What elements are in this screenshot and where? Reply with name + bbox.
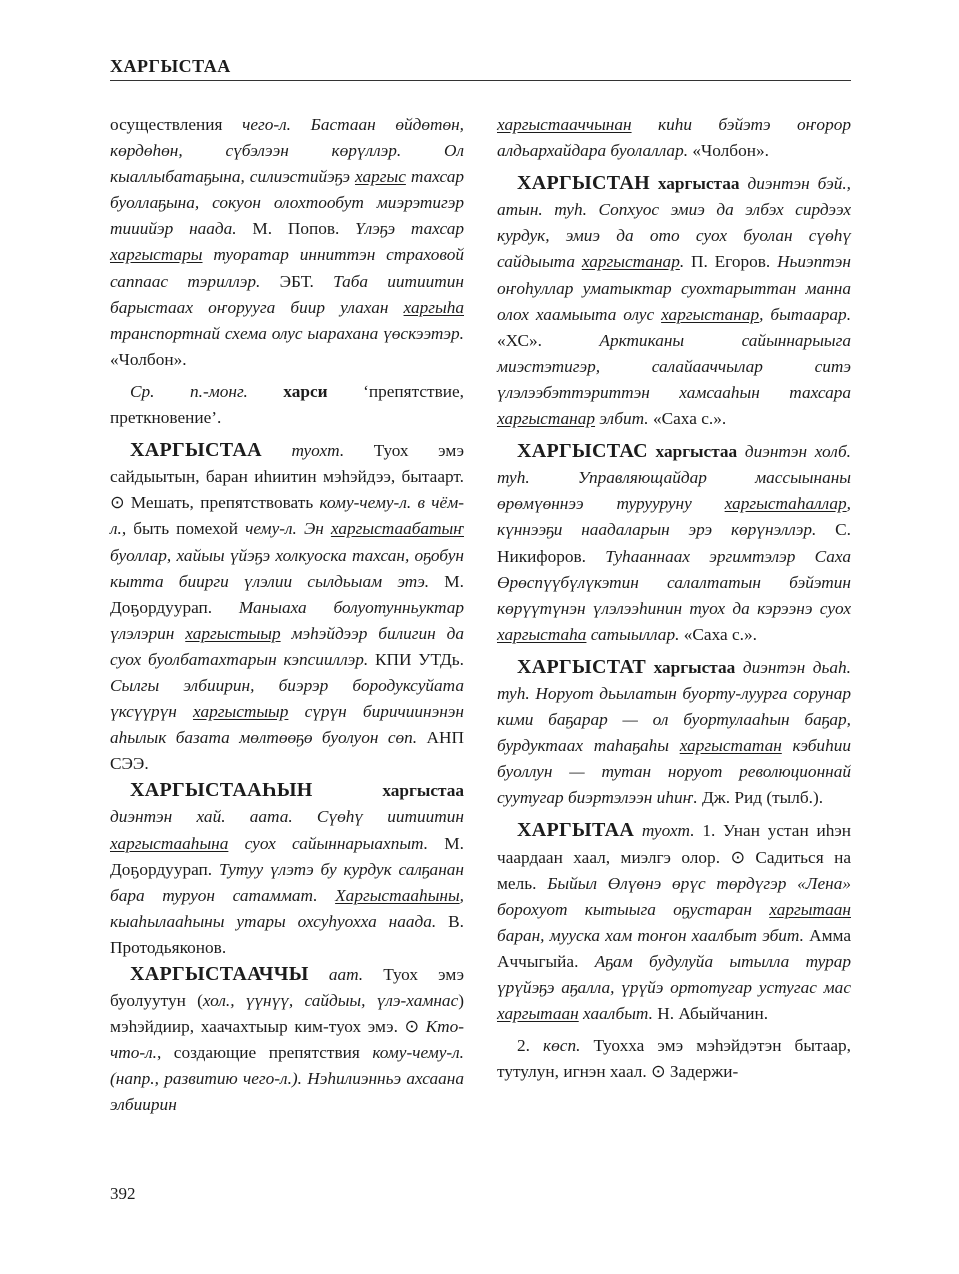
example-keyword: харгыстаабатыҥ [330,519,464,539]
example-keyword: харгыстатан [679,736,782,756]
text-run: Туох эмэ сайдыытын, баран иһиитин мэһэйдээ, бытаарт. ⊙ Мешать, препятствовать [110,441,464,513]
running-header: ХАРГЫСТАА [110,56,231,76]
italic-text: Маныаха болуотунньуктар үлэлэрин [110,597,464,643]
italic-text: Арктиканы сайыннарыыга миэстэтигэр, салайааччылар ситэ үлэлээбэттэриттэн хамсааһын тахсара [497,330,851,402]
example-keyword: харгыстыыр [193,702,289,722]
italic-text: хол., үүнүү, сайдыы, үлэ-хамнас [202,991,459,1011]
text-run: , быть помехой [121,519,246,539]
headword: ХАРГЫСТАА [130,439,262,462]
entry-hargystat [497,654,851,812]
italic-text: чего-л. Бастаан өйдөтөн, көрдөһөн, сүбэлээн көрүллэр. Ол кыаллыбатаҕына, силиэстийэҕэ [110,115,464,187]
text-run: «Саха с.». [679,624,757,644]
italic-text: диэнтэн дьаһ. туһ. Норуот дьылатын буорту-луурга сорунар кими баҕарар — ол буортулааһын баҕар, бурдуктаах таһаҕаһы [497,657,851,756]
example-keyword: харгытаан [769,899,851,919]
text-run: 2. [517,1036,544,1056]
italic-text: Ср. п.-монг. [130,381,284,401]
italic-text: суох сайыннарыахпыт. [228,833,429,853]
entry-hargytaa-sense-2 [497,1033,851,1085]
italic-text: диэнтэн бэй., атын. туһ. Сопхуос эмиэ да элбэх сирдээх курдук, эмиэ да ото суох буолан сүөһү сайдыыта [497,174,851,272]
italic-text: диэнтэн хай. аата. Сүөһү иитиитин [110,807,464,827]
text-run: Амма Аччыгыйа. [497,925,852,971]
italic-text: буоллар, хайыы үйэҕэ холкуоска тахсан, оҕобун кытта биирги үлэлии сылдьыам этэ. [110,545,464,591]
text-run: ‘препятствие, преткновение’. [110,381,464,428]
text-run [313,781,383,800]
headword: ХАРГЫСТАС [517,440,648,463]
entry-hargystaachchy [110,961,464,1119]
text-run: ЭБТ. [260,271,334,291]
entry-continuation-right [497,112,851,164]
right-column [497,112,851,1085]
text-run: Дж. Рид (тылб.). [697,788,824,808]
italic-text: транспортнай схема олус ыарахана үөскээтэр. [110,323,464,343]
example-keyword: харгыстааччынан [497,115,632,134]
italic-text: элбит. [595,409,649,429]
italic-text: кому-чему-л. в чём-л. [110,493,464,539]
example-keyword: харгыс [355,167,406,187]
example-keyword: харгытаан [497,1004,579,1024]
italic-text: Кто-что-л. [110,1017,464,1063]
text-run: «Чолбон». [110,349,187,369]
italic-text: Ньиэптэн оҥоһуллар уматыктар суохтарыттан манна олох хаамыыта олус [497,252,851,324]
text-run: М. Попов. [236,219,356,239]
example-keyword: харгыстаһа [497,624,587,644]
text-run: осуществления [110,115,243,134]
text-run: 1. Унан устан иһэн чаардаан хаал, миэлгэ олор. ⊙ Садиться на мель. [497,821,851,893]
italic-text: Тутуу үлэтэ бу курдук салҕанан бара туруон сатаммат. [110,859,464,905]
example-keyword: харгыстыыр [185,623,281,643]
example-keyword: харгыстанар [581,252,680,272]
headword: ХАРГЫТАА [517,819,635,842]
example-keyword: харгыстанар [661,304,760,324]
text-run: АНП СЭЭ. [110,728,465,774]
left-column [110,112,464,1119]
header-rule [110,80,851,81]
headword: ХАРГЫСТАН [517,172,650,195]
italic-text: баран, мууска хам тоҥон хаалбыт эбит. [497,925,804,945]
italic-text: көсп. [543,1036,581,1056]
italic-text: Быйыл Өлүөнэ өрүс төрдүгэр «Лена» борохуот кытыыга оҕустаран [497,873,851,919]
entry-hargytaa [497,817,851,1027]
italic-text: хаалбыт. [578,1004,653,1024]
text-run: С. Никифоров. [497,520,851,566]
text-run: КПИ УТДь. [368,649,464,669]
italic-text: туохт. [261,441,345,461]
example-keyword: харгыстары [110,245,203,265]
reference-word: харгыстаа [649,174,740,194]
text-run: В. Протодьяконов. [110,911,464,957]
italic-text: Аҕам будулуйа ытылла турар үрүйэҕэ аҕалла, үрүйэ ортотугар устугас мас [497,951,851,997]
italic-text: туоратар инниттэн страховой саппаас тэриллэр. [110,245,464,291]
italic-text: диэнтэн холб. туһ. Управляющайдар массыынаны өрөмүөннээ турууруну [497,442,851,514]
example-keyword: Харгыстааһыны [335,885,460,905]
text-run: «Чолбон». [688,141,769,161]
entry-hargystaahyn [110,777,464,961]
entry-continuation [110,112,464,373]
entry-hargystan [497,170,851,432]
italic-text: туохт. [634,821,695,841]
italic-text: чему-л. Эн [245,519,331,539]
example-keyword: харгыстанар [497,409,596,429]
italic-text: , күннээҕи наадаларын эрэ көрүнэллэр. [497,494,851,540]
italic-text: Сылгы элбиирин, биэрэр бородуксуйата үксүүрүн [110,675,464,722]
italic-text: киһи бэйэтэ оҥорор алдьархайдара буолаллар. [497,115,851,161]
example-keyword: харгыстаһаллар [724,494,847,514]
entry-hargystaa [110,437,464,777]
italic-text: кэбиһии буоллун — тутан норуот революционнай суутугар биэртэлээн иһиҥ. [497,736,851,808]
italic-text: сүрүн биричиинэнэн аһылык базата мөлтөөҕө буолуон сөп. [110,702,464,748]
italic-text: мэһэйдээр билигин да суох буолбатахтарын кэпсииллэр. [110,623,465,669]
text-run: Н. Абыйчанин. [652,1004,769,1024]
page-number: 392 [110,1184,136,1203]
text-run: П. Егоров. [684,252,778,272]
italic-text: . [679,252,685,272]
text-run: М. Доҕордуурап. [110,833,464,879]
headword: ХАРГЫСТАТ [517,655,646,678]
text-run: ) мэһэйдиир, хаачахтыыр ким-туох эмэ. ⊙ [110,991,465,1037]
text-run: , создающие препятствия [156,1043,373,1063]
italic-text: , кыаһылааһыны утары охсуһуохха наада. [110,885,464,931]
reference-word: харгыстаа [647,442,738,462]
text-run: «Саха с.». [648,409,727,429]
text-run: «ХС». [497,330,600,350]
text-run: Туох эмэ буолуутун ( [110,965,464,1011]
example-keyword: харгыстааһына [110,833,229,853]
italic-text: Үлэҕэ тахсар [355,219,464,239]
italic-text: , бытаарар. [759,304,852,324]
reference-word: харси [283,381,328,401]
italic-text: Туһааннаах эргимтэлэр Саха Өрөспүүбүлүкэтин салалтатын бэйэтин көрүүтүнэн үлэлээһинин туох да кэрээнэ суох [497,546,851,618]
text-run: М. Доҕордуурап. [110,571,464,617]
etymology-note [110,379,464,431]
italic-text: сатыыллар. [586,624,680,644]
italic-text: тахсар буоллаҕына, сокуон олохтообут миэрэтигэр тииийэр наада. [110,167,464,239]
example-keyword: харгыһа [403,297,464,317]
entry-hargystas [497,438,851,648]
italic-text: аат. [308,965,364,984]
italic-text: кому-чему-л. (напр., развитию чего-л.). Нэһилиэнньэ ахсаана элбиирин [110,1043,464,1115]
reference-word: харгыстаа [645,657,736,677]
headword: ХАРГЫСТААЧЧЫ [130,963,309,985]
reference-word: харгыстаа [382,781,464,801]
headword: ХАРГЫСТААҺЫН [130,779,313,802]
text-run: Туохха эмэ мэһэйдэтэн бытаар, тутулун, игнэн хаал. ⊙ Задержи- [497,1036,852,1082]
italic-text: Таба иитиитин барыстаах оҥоруугa биир улахан [110,271,465,317]
